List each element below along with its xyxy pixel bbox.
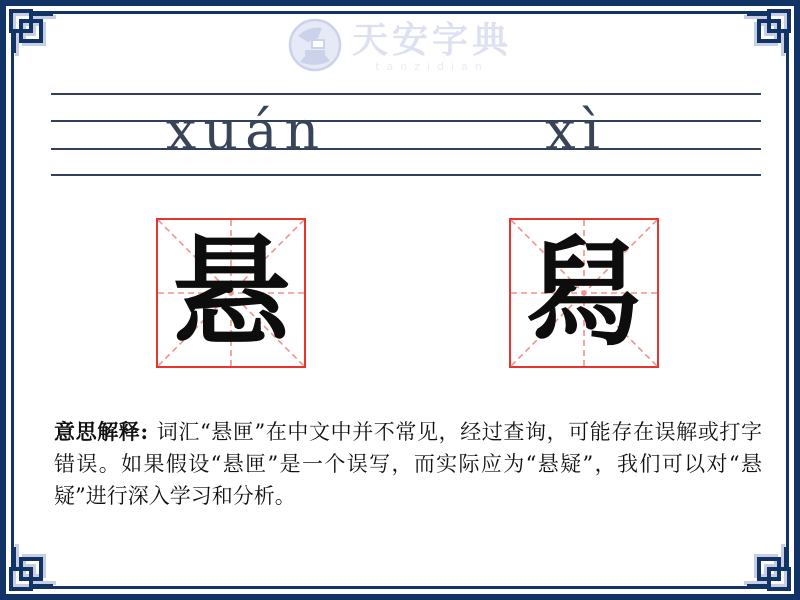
seal-globe-icon bbox=[288, 18, 342, 72]
fret-corner-ornament-icon bbox=[7, 541, 59, 593]
hanzi-character-2: 舄 bbox=[524, 223, 643, 362]
fret-corner-ornament-icon bbox=[741, 7, 793, 59]
site-header bbox=[6, 18, 794, 73]
hanzi-character-1: 悬 bbox=[171, 223, 290, 362]
fret-corner-ornament-icon bbox=[7, 7, 59, 59]
meaning-explanation bbox=[54, 416, 762, 512]
explanation-label: 意思解释: bbox=[54, 419, 149, 444]
pinyin-syllable-1: xuán bbox=[165, 99, 327, 162]
pinyin-guide-line bbox=[51, 93, 761, 95]
pinyin-syllable-2: xì bbox=[545, 99, 607, 162]
site-logo-subtext: tanzidian bbox=[375, 60, 489, 73]
character-box-1 bbox=[156, 218, 306, 368]
fret-corner-ornament-icon bbox=[741, 541, 793, 593]
character-box-2 bbox=[509, 218, 659, 368]
pinyin-guide-line bbox=[51, 174, 761, 176]
site-logo-text: 天安字典 bbox=[351, 19, 512, 61]
explanation-text: 词汇“悬匣”在中文中并不常见，经过查询，可能存在误解或打字错误。如果假设“悬匣”是一个误写，而实际应为“悬疑”，我们可以对“悬疑”进行深入学习和分析。 bbox=[54, 420, 762, 508]
logo-text-block bbox=[352, 18, 512, 73]
